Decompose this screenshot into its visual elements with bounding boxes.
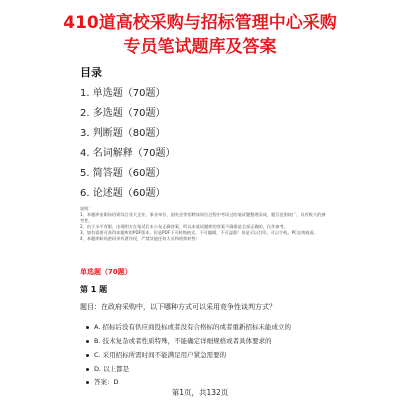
notes-block bbox=[80, 206, 328, 242]
answer-option bbox=[86, 350, 226, 359]
answer-line bbox=[86, 377, 119, 386]
notes-line: 说明： bbox=[80, 206, 93, 211]
option-text: C. 采用招标所需时间不能满足用户紧急需要的 bbox=[94, 351, 227, 359]
bullet-icon bbox=[86, 326, 89, 329]
bullet-icon bbox=[86, 340, 89, 343]
question-stem: 题目：在政府采购中，以下哪种方式可以采用竞争性谈判方式？ bbox=[80, 303, 276, 311]
question-number: 第 1 题 bbox=[80, 285, 108, 294]
answer-text: 答案：D bbox=[94, 378, 119, 386]
answer-option bbox=[86, 364, 129, 373]
toc-item[interactable]: 5. 简答题（60题） bbox=[80, 168, 166, 179]
toc-item[interactable]: 2. 多选题（70题） bbox=[80, 108, 166, 119]
notes-line: 2、由于水平有限，出现明方在笔试后未公布正确答案，所以本笔试题库的答案不确保是全部正确的，仅作参考。 bbox=[80, 224, 288, 229]
bullet-icon bbox=[86, 381, 89, 384]
notes-line: 3、如有需要可获得本题库的PDF版本，但是PDF不可转换格式，不可编辑，不可盗版！但是可以打印，可以手机、PC在线观看。 bbox=[80, 230, 318, 235]
page-footer: 第1页，共132页 bbox=[171, 388, 229, 397]
answer-option bbox=[86, 336, 272, 345]
bullet-icon bbox=[86, 354, 89, 357]
option-text: D. 以上都是 bbox=[94, 365, 130, 373]
section-heading: 单选题（70题） bbox=[80, 268, 132, 276]
document-title-line-2: 专员笔试题库及答案 bbox=[123, 37, 277, 57]
toc-item[interactable]: 3. 判断题（80题） bbox=[80, 128, 166, 139]
option-text: A. 招标后没有供应商投标或者没有合格标的或者重新招标未能成立的 bbox=[94, 323, 291, 331]
option-text: B. 技术复杂或者性质特殊，不能确定详细规格或者具体要求的 bbox=[94, 337, 272, 345]
notes-line: 1、本题库由职场培训综合各大企业、事业单位、国央企等招聘该岗位过程中考试过的笔试题整理而成，题目范围较广，具有极大的参考性。 bbox=[80, 212, 326, 223]
toc-item[interactable]: 4. 名词解释（70题） bbox=[80, 148, 176, 159]
notes-line: 4、本题库职场密码享有著作权，严禁其他任何人员和机构转售！ bbox=[80, 236, 200, 241]
toc-heading: 目录 bbox=[80, 66, 102, 79]
toc-item[interactable]: 1. 单选题（70题） bbox=[80, 88, 166, 99]
answer-option bbox=[86, 322, 291, 331]
bullet-icon bbox=[86, 368, 89, 371]
toc-item[interactable]: 6. 论述题（60题） bbox=[80, 188, 166, 199]
document-title-line-1: 410道高校采购与招标管理中心采购 bbox=[63, 13, 337, 33]
